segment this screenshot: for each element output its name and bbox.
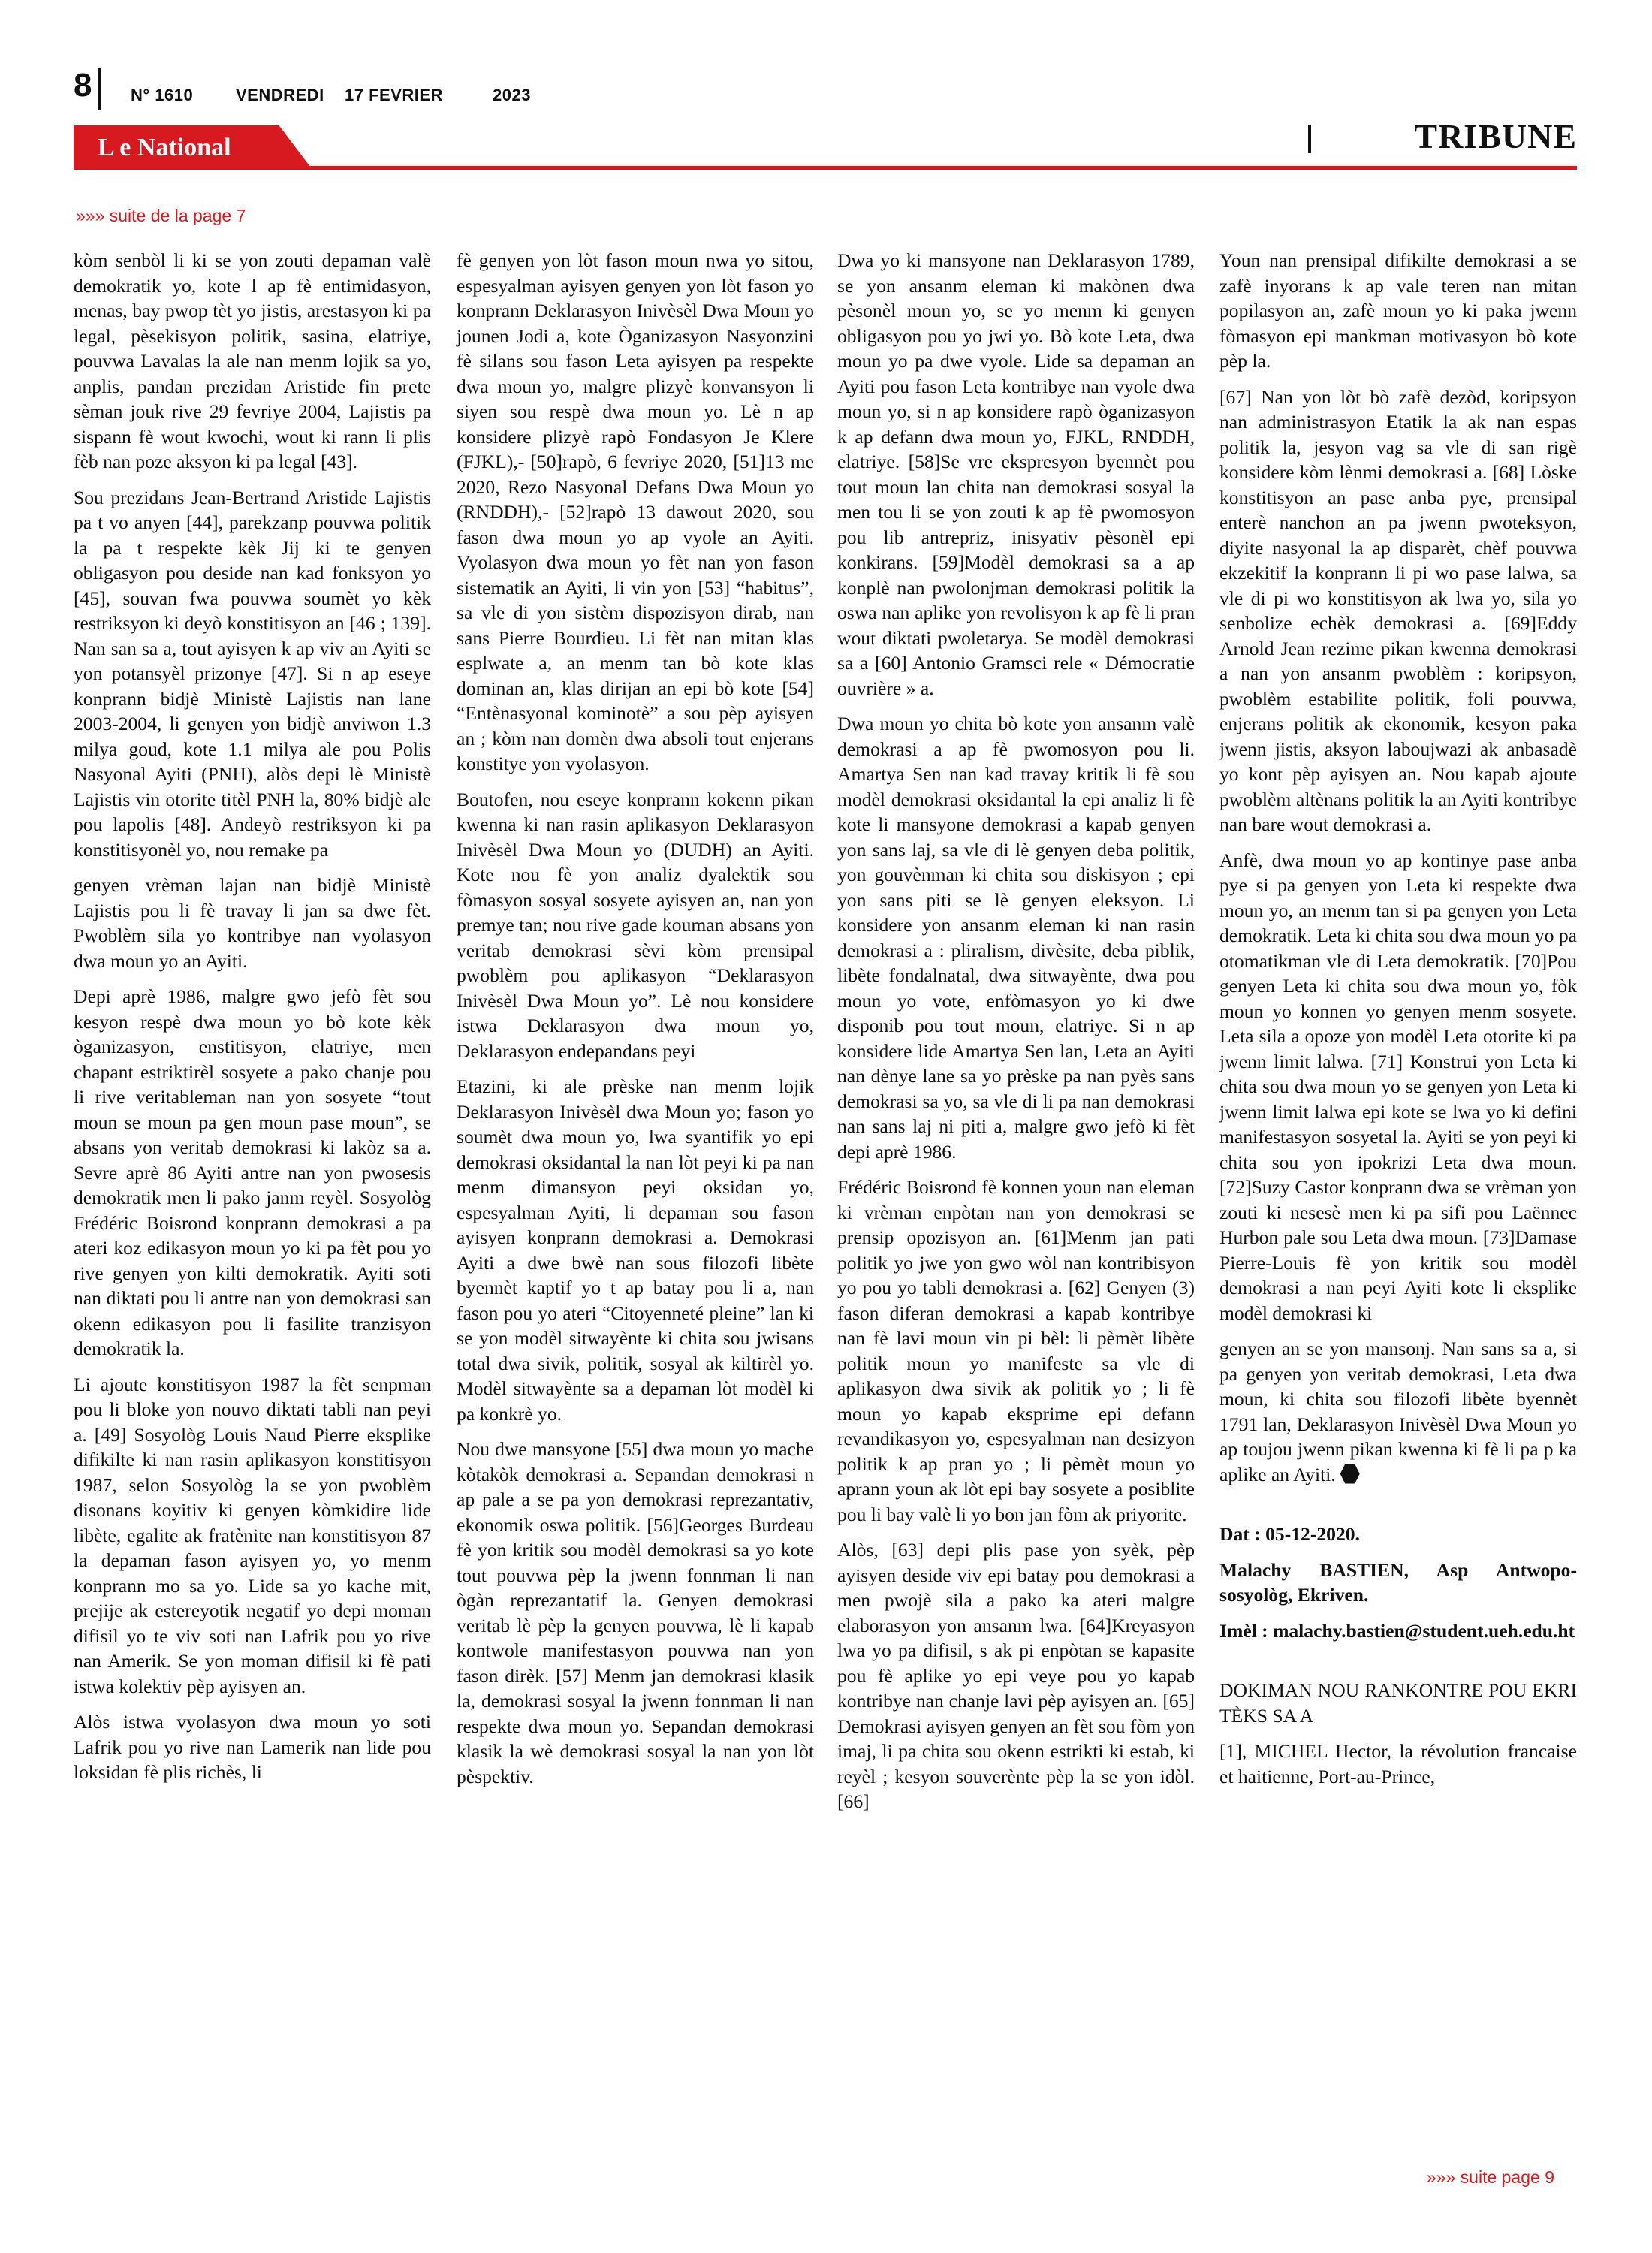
issue-year: 2023 xyxy=(493,86,531,104)
paragraph: Li ajoute konstitisyon 1987 la fèt senpman pou li bloke yon nouvo diktati tabli nan peyi a. [49] Sosyològ Louis Naud Pierre eksplike difikilte ki nan rasin aplikasyon konstitisyon 1987, selon Sosyològ la se yon pwoblèm disonans koyitiv ki genyen kòmkidire lide libète, egalite ak fratènite nan konstitisyon 87 la depaman fason ayisyen yo, yo menm konprann mo sa yo. Lide sa yo kache mit, prejije ak estereyotik negatif yo depi moman difisil yo te viv soti nan Lafrik pou yo rive nan Amerik. Se yon moman difisil ki fè pati istwa kolektiv pèp ayisyen an. xyxy=(74,1373,431,1697)
signature-email[interactable]: Imèl : malachy.bastien@student.ueh.edu.ht xyxy=(1219,1619,1575,1642)
paragraph: Dwa yo ki mansyone nan Deklarasyon 1789, se yon ansanm eleman ki makònen dwa pèsonèl moun yo, se yo menm ki genyen obligasyon pou yo jwi yo. Bò kote Leta, dwa moun yo pa dwe vyole. Lide sa depaman an Ayiti pou fason Leta kontribye nan vyole dwa moun yo, si n ap konsidere rapò òganizasyon k ap defann dwa moun yo, FJKL, RNDDH, elatriye. [58]Se vre ekspresyon byennèt pou tout moun lan chita nan demokrasi sosyal la men tou li se yon zouti k ap fè pwomosyon pou lib antrepriz, inisyativ pèsonèl epi konkirans. [59]Modèl demokrasi sa a ap konplè nan pwolonjman demokrasi politik la oswa nan aplike yon revolisyon k ap fè li pran wout diktati pwoletarya. Se modèl demokrasi sa a [60] Antonio Gramsci rele « Démocratie ouvrière » a. xyxy=(837,249,1195,699)
closing-text: genyen an se yon mansonj. Nan sans sa a, si pa genyen yon veritab demokrasi, Leta dwa moun, ki chita sou filozofi libète byennèt 1791 lan, Deklarasyon Inivèsèl Dwa Moun yo ap toujou jwenn pikan kwenna ki fè li pa p ka aplike an Ayiti. xyxy=(1219,1338,1577,1485)
signature-author: Malachy BASTIEN, Asp Antwopo-sosyològ, Ekriven. xyxy=(1219,1558,1577,1606)
issue-day: VENDREDI xyxy=(236,86,324,104)
continued-from[interactable]: »»» suite de la page 7 xyxy=(76,206,246,225)
paragraph: Alòs, [63] depi plis pase yon syèk, pèp ayisyen deside viv epi batay pou demokrasi a men pwojè sila a pako ka ateri malgre elaborasyon yon ansanm lwa. [64]Kreyasyon lwa yo pa difisil, s ak pi enpòtan se kapasite pou fè aplike yo epi veye pou yo kapab kontribye nan chanje lavi pèp ayisyen an. [65] Demokrasi ayisyen genyen an fèt sou fòm yon imaj, li pa chita sou okenn estrikti ki estab, ki reyèl ; kesyon souverènte pèp la se yon idòl. [66] xyxy=(837,1539,1195,1812)
paragraph: genyen vrèman lajan nan bidjè Ministè Lajistis pou li fè travay li jan sa dwe fèt. Pwoblèm sila yo kontribye nan vyolasyon dwa moun yo an Ayiti. xyxy=(74,874,431,972)
page-number: 8 xyxy=(74,67,92,104)
issue-date: 17 FEVRIER xyxy=(345,86,443,104)
paragraph: [67] Nan yon lòt bò zafè dezòd, koripsyon nan administrasyon Etatik la ak nan espas politik la, jesyon vag sa vle di san rigè konsidere kòm lènmi demokrasi a. [68] Lòske konstitisyon an pase anba pye, prensipal enterè nanchon an pa jwenn pwoteksyon, diyite nasyonal la ap disparèt, chèf pouvwa ekzekitif la konprann li pi wo pase lalwa, sa vle di pi wo konstitisyon ak lwa yo, sila yo senbolize echèk demokrasi a. [69]Eddy Arnold Jean rezime pikan kwenna demokrasi a nan yon ansanm pwoblèm : koripsyon, pwoblèm estabilite politik, foli pouvwa, enjerans politik ak ekonomik, kesyon paka jwenn jistis, aksyon laboujwazi ak anbasadè yo kont pèp ayisyen an. Nou kapab ajoute pwoblèm altènans politik la an Ayiti kontribye nan bare wout demokrasi a. xyxy=(1219,385,1577,835)
issue-number: N° 1610 xyxy=(131,86,194,104)
paragraph: Anfè, dwa moun yo ap kontinye pase anba pye si pa genyen yon Leta ki respekte dwa moun yo, an menm tan si pa genyen yon Leta demokratik. Leta ki chita sou dwa moun yo pa otomatikman vle di Leta demokratik. [70]Pou genyen Leta ki chita sou dwa moun yo, fòk moun yo konnen yo genyen menm sosyete. Leta sila a opoze yon modèl Leta otorite ki pa jwenn limit lalwa. [71] Konstrui yon Leta ki chita sou dwa moun yo se genyen yon Leta ki jwenn limit lalwa epi kote se lwa yo ki defini manifestasyon sosyetal la. Ayiti se yon peyi ki chita sou yon ipokrizi Leta dwa moun. [72]Suzy Castor konprann dwa se vrèman yon zouti ki nesesè men ki pa sifi pou Laënnec Hurbon pale sou Leta dwa moun. [73]Damase Pierre-Louis fè yon kritik sou modèl demokrasi a nan peyi Ayiti kote li eksplike modèl demokrasi ki xyxy=(1219,849,1577,1324)
article-column-2 xyxy=(457,248,814,1799)
paragraph: Depi aprè 1986, malgre gwo jefò fèt sou kesyon respè dwa moun yo bò kote kèk òganizasyon, enstitisyon, elatriye, men chapant estriktirèl sosyete a pako chanje pou li rive veritableman nan yon sosyete “tout moun se moun pa gen moun pase moun”, se absans yon veritab demokrasi ki lakòz sa a. Sevre aprè 86 Ayiti antre nan yon pwosesis demokratik men li pako janm reyèl. Sosyològ Frédéric Boisrond konprann demokrasi a pa ateri koz edikasyon moun yo ki pa fèt pou yo rive genyen yon kilti demokratik. Ayiti soti nan diktati pou li antre nan yon demokrasi san okenn edikasyon pou li fasilite tranzisyon demokratik la. xyxy=(74,985,431,1359)
paragraph xyxy=(1219,1336,1577,1487)
paragraph: Boutofen, nou eseye konprann kokenn pikan kwenna ki nan rasin aplikasyon Deklarasyon Inivèsèl Dwa Moun yo (DUDH) an Ayiti. Kote nou fè yon analiz dyalektik sou fòmasyon sosyal sosyete ayisyen an, nan yon premye tan; nou rive gade kouman absans yon veritab demokrasi sèvi kòm prensipal pwoblèm pou aplikasyon “Deklarasyon Inivèsèl Dwa Moun yo”. Lè nou konsidere istwa Deklarasyon dwa moun yo, Deklarasyon endepandans peyi xyxy=(457,788,814,1062)
paragraph: Sou prezidans Jean-Bertrand Aristide Lajistis pa t vo anyen [44], parekzanp pouvwa politik la pa t respekte kèk Jij ki te genyen obligasyon pou deside nan kad fonksyon yo [45], souvan fwa pouvwa soumèt yo kèk restriksyon ki deyò konstitisyon an [46 ; 139]. Nan san sa a, tout ayisyen k ap viv an Ayiti se yon potansyèl prizonye [47]. Si n ap eseye konprann bidjè Ministè Lajistis nan lane 2003-2004, li genyen yon bidjè anviwon 1.3 milya goud, kote 1.1 milya ale pou Polis Nasyonal Ayiti (PNH), alòs depi lè Ministè Lajistis vin otorite titèl PNH la, 80% bidjè ale pou lapolis [48]. Andeyò restriksyon ki pa konstitisyonèl yo, nou remake pa xyxy=(74,486,431,861)
signature-date: Dat : 05-12-2020. xyxy=(1219,1523,1360,1545)
paragraph: kòm senbòl li ki se yon zouti depaman valè demokratik yo, kote l ap fè entimidasyon, menas, bay pwop tèt yo jistis, arestasyon ki pa legal, pèsekisyon politik, sasina, elatriye, pouvwa Lavalas la ale nan menm lojik sa yo, anplis, pandan prezidan Aristide fin prete sèman jouk rive 29 fevriye 2004, Lajistis pa sispann fè wout kwochi, wout ki rann li plis fèb nan poze aksyon ki pa legal [43]. xyxy=(74,249,431,472)
paragraph: Frédéric Boisrond fè konnen youn nan eleman ki vrèman enpòtan nan yon demokrasi se prensip opozisyon an. [61]Menm jan pati politik yo jwe yon gwo wòl nan kontribisyon yo pou yo tabli demokrasi a. [62] Genyen (3) fason diferan demokrasi a kapab kontribye nan fè lavi moun vin pi bèl: li pèmèt libète politik moun yo manifeste sa vle di aplikasyon dwa sivik ak politik yo ; li fè moun yo kapab eksprime epi defann revandikasyon yo, espesyalman nan desizyon politik k ap pran yo ; li pèmèt moun yo aprann youn ak lòt epi bay sosyete a posiblite pou li bay valè li yo bon jan fòm ak priyorite. xyxy=(837,1176,1195,1525)
section-title: TRIBUNE xyxy=(1414,117,1577,155)
section-divider xyxy=(1308,125,1311,153)
article-column-1 xyxy=(74,248,431,1796)
reference-item: [1], MICHEL Hector, la révolution francaise et haitienne, Port-au-Prince, xyxy=(1219,1740,1577,1787)
end-of-article-icon xyxy=(1340,1464,1360,1484)
paragraph: Nou dwe mansyone [55] dwa moun yo mache kòtakòk demokrasi a. Sepandan demokrasi n ap pale a se pa yon demokrasi reprezantativ, ekonomik oswa politik. [56]Georges Burdeau fè yon kritik sou modèl demokrasi sa yo kote tout pouvwa pèp la jwenn fonnman li nan ògàn reprezantatif la. Genyen demokrasi veritab lè pèp la genyen pouvwa, lè li kapab kontwole manifestasyon pouvwa nan yon fason dirèk. [57] Menm jan demokrasi klasik la, demokrasi sosyal la jwenn fonnman li nan respekte dwa moun yo. Sepandan demokrasi klasik la wè demokrasi sosyal la nan yon lòt pèspektiv. xyxy=(457,1438,814,1787)
header-divider xyxy=(98,68,101,110)
paragraph: Youn nan prensipal difikilte demokrasi a se zafè inyorans k ap vale teren nan mitan popilasyon an, zafè moun yo ki paka jwenn fòmasyon epi mankman motivasyon bò kote pèp la. xyxy=(1219,249,1577,372)
paragraph: fè genyen yon lòt fason moun nwa yo sitou, espesyalman ayisyen genyen yon lòt fason yo konprann Deklarasyon Inivèsèl Dwa Moun yo jounen Jodi a, kote Òganizasyon Nasyonzini fè silans sou fason Leta ayisyen pa respekte dwa moun yo, malgre plizyè konvansyon li siyen sou respè dwa moun yo. Lè n ap konsidere plizyè rapò Fondasyon Je Klere (FJKL),- [50]rapò, 6 fevriye 2020, [51]13 me 2020, Rezo Nasyonal Defans Dwa Moun yo (RNDDH),- [52]rapò 13 dawout 2020, sou fason dwa moun yo ap vyole an Ayiti. Vyolasyon dwa moun yo fèt nan yon fason sistematik an Ayiti, li vin yon [53] “habitus”, sa vle di yon sistèm dispozisyon dirab, nan sans Pierre Bourdieu. Li fèt nan mitan klas esplwate a, an menm tan bò kote klas dominan an, klas dirijan an epi bò kote [54] “Entènasyonal kominotè” a sou pèp ayisyen an ; kòm nan domèn dwa absoli tout enjerans konstitye yon vyolasyon. xyxy=(457,249,814,774)
paragraph: Etazini, ki ale prèske nan menm lojik Deklarasyon Inivèsèl dwa Moun yo; fason yo soumèt dwa moun yo, lwa syantifik yo epi demokrasi oksidantal la nan lòt peyi ki pa nan menm dimansyon peyi oksidan yo, espesyalman Ayiti, li depaman sou fason ayisyen konprann demokrasi a. Demokrasi Ayiti a dwe bwè nan sous filozofi libète byennèt kaptif yo t ap batay pou li a, nan fason pou yo ateri “Citoyenneté pleine” lan ki se yon modèl sitwayènte ki chita sou jwisans total dwa sivik, politik, sosyal ak kiltirèl yo. Modèl sitwayènte sa a depaman lòt modèl ki pa konkrè yo. xyxy=(457,1075,814,1425)
article-column-3 xyxy=(837,248,1195,1825)
paragraph: Dwa moun yo chita bò kote yon ansanm valè demokrasi a ap fè pwomosyon pou li. Amartya Sen nan kad travay kritik li fè sou modèl demokrasi oksidantal la epi analiz li fè kote li mansyone demokrasi a kapab genyen yon sans laj, sa vle di lè genyen deba politik, yon gouvènman ki chita sou diskisyon ; epi yon sans piti se lè genyen eleksyon. Li konsidere yon ansanm eleman ki nan rasin demokrasi a : pliralism, divèsite, deba piblik, libète fondalnatal, dwa sitwayènte, dwa pou moun yo vote, enfòmasyon yo ki dwe disponib pou tout moun, elatriye. Si n ap konsidere lide Amartya Sen lan, Leta an Ayiti nan dènye lane sa yo prèske pa nan pyès sans demokrasi sa yo, sa vle di li pa nan demokrasi nan sans laj ni piti a, malgre gwo jefò ki fèt depi aprè 1986. xyxy=(837,713,1195,1163)
brand-logo: L e National xyxy=(98,134,231,161)
paragraph: Alòs istwa vyolasyon dwa moun yo soti Lafrik pou yo rive nan Lamerik nan lide pou loksidan fè plis richès, li xyxy=(74,1711,431,1783)
references-heading: DOKIMAN NOU RANKONTRE POU EKRI TÈKS SA A xyxy=(1219,1679,1577,1727)
continued-on[interactable]: »»» suite page 9 xyxy=(1426,2167,1554,2187)
article-column-4 xyxy=(1219,248,1577,1799)
